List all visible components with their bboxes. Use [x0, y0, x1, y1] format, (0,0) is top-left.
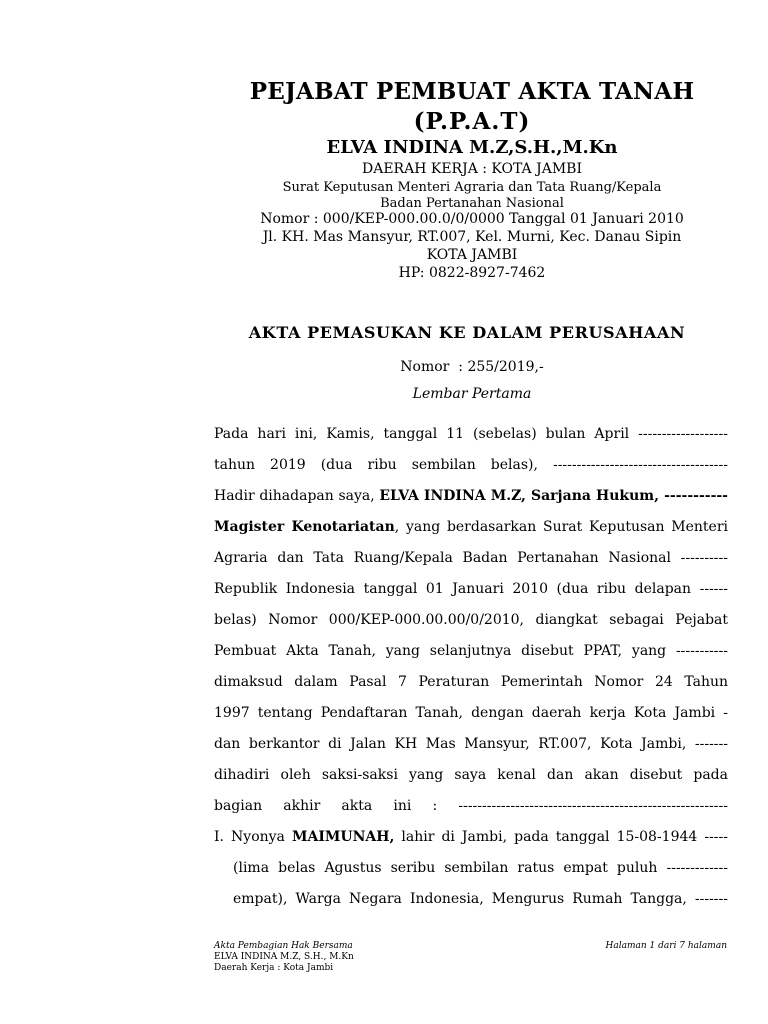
body-line: dan berkantor di Jalan KH Mas Mansyur, RT.007, Kota Jambi, ------- — [214, 736, 728, 752]
body-line: Pembuat Akta Tanah, yang selanjutnya disebut PPAT, yang ----------- — [214, 643, 728, 659]
body-line — [214, 487, 728, 505]
address-line-1: Jl. KH. Mas Mansyur, RT.007, Kel. Murni, Kec. Danau Sipin — [262, 229, 682, 245]
body-line: Republik Indonesia tanggal 01 Januari 2010 (dua ribu delapan ------ — [214, 581, 728, 597]
deed-sheet: Lembar Pertama — [412, 386, 532, 402]
official-degree-bold: Magister Kenotariatan — [214, 519, 395, 535]
deed-number: Nomor : 255/2019,- — [400, 359, 544, 375]
body-line: Pada hari ini, Kamis, tanggal 11 (sebelas) bulan April ------------------- — [214, 426, 728, 442]
decree-line-2: Badan Pertanahan Nasional — [380, 196, 564, 211]
body-line: tahun 2019 (dua ribu sembilan belas), ------------------------------------- — [214, 457, 728, 473]
footer-left — [214, 941, 354, 974]
body-line: empat), Warga Negara Indonesia, Mengurus Rumah Tangga, ------- — [233, 891, 728, 907]
party-prefix: I. Nyonya — [214, 829, 292, 845]
body-line: Agraria dan Tata Ruang/Kepala Badan Pertanahan Nasional ---------- — [214, 550, 728, 566]
office-title: PEJABAT PEMBUAT AKTA TANAH — [249, 78, 695, 105]
address-line-2: KOTA JAMBI — [426, 247, 518, 263]
body-line: dimaksud dalam Pasal 7 Peraturan Pemerintah Nomor 24 Tahun — [214, 674, 728, 690]
body-line: belas) Nomor 000/KEP-000.00.00/0/2010, diangkat sebagai Pejabat — [214, 612, 728, 628]
decree-number: Nomor : 000/KEP-000.00.0/0/0000 Tanggal 01 Januari 2010 — [260, 211, 684, 227]
phone-number: HP: 0822-8927-7462 — [398, 265, 546, 281]
footer-doc-name: Akta Pembagian Hak Bersama — [214, 941, 353, 951]
party-birth: lahir di Jambi, pada tanggal 15-08-1944 ----- — [394, 829, 728, 845]
party-name: MAIMUNAH, — [291, 829, 395, 845]
body-line: bagian akhir akta ini : --------------------------------------------------------- — [214, 798, 728, 814]
body-line: dihadiri oleh saksi-saksi yang saya kenal dan akan disebut pada — [214, 767, 728, 783]
footer-official: ELVA INDINA M.Z, S.H., M.Kn — [214, 952, 354, 962]
footer-area: Daerah Kerja : Kota Jambi — [214, 963, 334, 973]
party-line — [214, 828, 728, 846]
official-name: ELVA INDINA M.Z,S.H.,M.Kn — [326, 137, 618, 158]
office-abbreviation: (P.P.A.T) — [413, 108, 531, 135]
decree-line-1: Surat Keputusan Menteri Agraria dan Tata Ruang/Kepala — [282, 180, 662, 195]
deed-title: AKTA PEMASUKAN KE DALAM PERUSAHAAN — [248, 323, 686, 342]
footer-page-number: Halaman 1 dari 7 halaman — [605, 941, 727, 951]
body-line: (lima belas Agustus seribu sembilan ratus empat puluh ------------- — [233, 860, 728, 876]
work-area: DAERAH KERJA : KOTA JAMBI — [362, 161, 582, 177]
body-line: 1997 tentang Pendaftaran Tanah, dengan daerah kerja Kota Jambi - — [214, 705, 728, 721]
official-name-bold: ELVA INDINA M.Z, Sarjana Hukum, ----------- — [379, 488, 728, 504]
body-line — [214, 518, 728, 536]
body-text: , yang berdasarkan Surat Keputusan Menteri — [394, 519, 728, 535]
body-text: Hadir dihadapan saya, — [214, 488, 380, 504]
